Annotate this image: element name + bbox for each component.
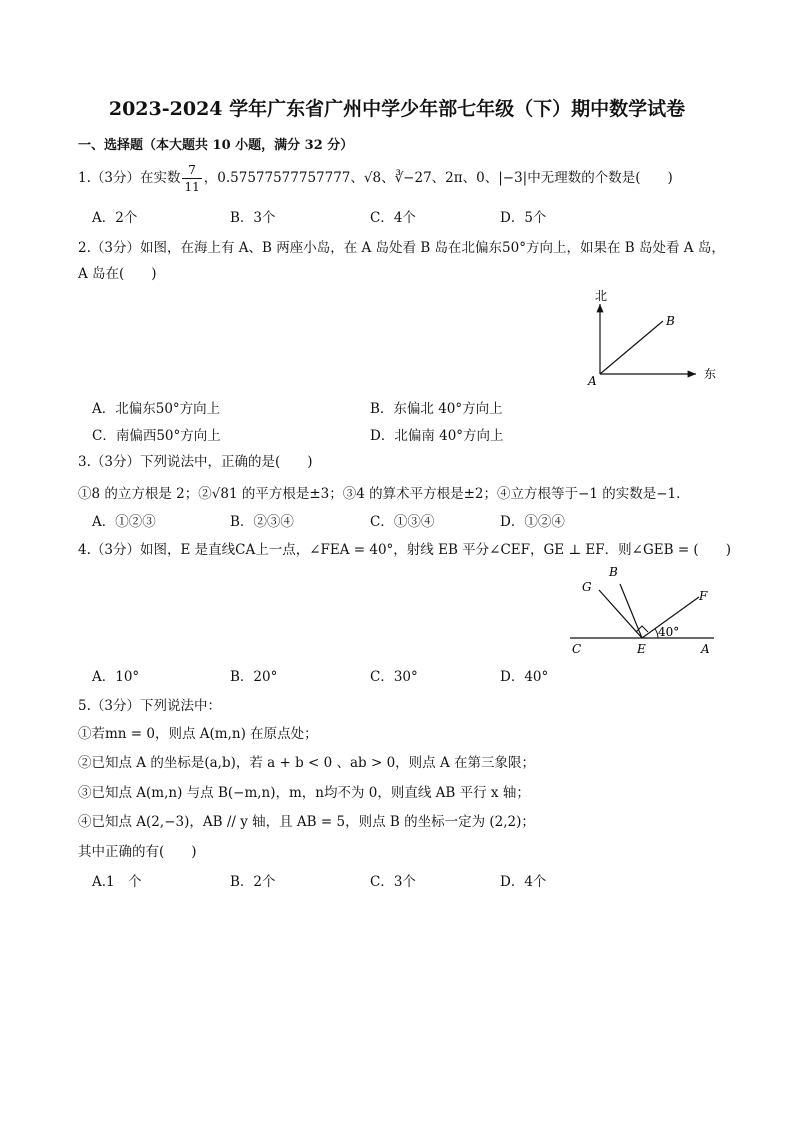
north-label: 北 (595, 289, 608, 303)
q5-statement-1: ①若mn = 0，则点 A(m,n) 在原点处； (78, 726, 318, 742)
point-a-label: A (701, 642, 710, 656)
q1-option-a[interactable]: A．2个 (92, 210, 138, 226)
q1-option-c[interactable]: C．4个 (370, 210, 416, 226)
q2-option-b[interactable]: B．东偏北 40°方向上 (370, 401, 503, 417)
q1-fraction (182, 162, 201, 195)
ray-eg (599, 590, 642, 638)
q5-question: 其中正确的有( ) (78, 844, 197, 860)
q5-statement-4: ④已知点 A(2,−3)，AB // y 轴，且 AB = 5，则点 B 的坐标一定为 (2,2)； (78, 814, 535, 830)
q4-option-c[interactable]: C．30° (370, 669, 418, 685)
q2-option-c[interactable]: C．南偏西50°方向上 (92, 428, 221, 444)
q2-figure (578, 284, 728, 392)
q5-option-b[interactable]: B．2个 (230, 874, 276, 890)
q4-stem: 4.（3分）如图，E 是直线CA上一点，∠FEA = 40°，射线 EB 平分∠CEF，GE ⊥ EF．则∠GEB = ( ) (78, 542, 731, 558)
q3-option-c[interactable]: C．①③④ (370, 514, 435, 530)
q1-fraction-numerator: 7 (182, 162, 201, 179)
q3-option-d[interactable]: D．①②④ (500, 514, 565, 530)
q5-option-a[interactable]: A.1 个 (92, 874, 142, 890)
q3-stem-line2: ①8 的立方根是 2；②√81 的平方根是±3；③4 的算术平方根是±2；④立方根等于−1 的实数是−1． (78, 486, 690, 502)
point-a-label: A (588, 374, 597, 388)
q3-option-b[interactable]: B．②③④ (230, 514, 294, 530)
point-g-label: G (582, 580, 592, 594)
q2-option-d[interactable]: D．北偏南 40°方向上 (370, 428, 504, 444)
q1-fraction-denominator: 11 (184, 180, 200, 194)
q4-option-b[interactable]: B．20° (230, 669, 278, 685)
east-label: 东 (704, 367, 717, 381)
q2-stem-line1: 2.（3分）如图，在海上有 A、B 两座小岛，在 A 岛处看 B 岛在北偏东50°方向上，如果在 B 岛处看 A 岛， (78, 240, 725, 256)
q5-statement-3: ③已知点 A(m,n) 与点 B(−m,n)，m，n均不为 0，则直线 AB 平行 x 轴； (78, 785, 530, 801)
point-b-label: B (609, 565, 618, 579)
q5-option-c[interactable]: C．3个 (370, 874, 416, 890)
q4-option-d[interactable]: D．40° (500, 669, 549, 685)
exam-title: 2023-2024 学年广东省广州中学少年部七年级（下）期中数学试卷 (108, 98, 686, 120)
segment-ab (600, 321, 663, 374)
point-c-label: C (572, 642, 582, 656)
section-heading: 一、选择题（本大题共 10 小题，满分 32 分） (78, 138, 354, 153)
q5-statement-2: ②已知点 A 的坐标是(a,b)，若 a + b < 0 、ab > 0，则点 A 在第三象限； (78, 755, 536, 771)
q4-figure (566, 562, 718, 658)
q2-stem-line2: A 岛在( ) (78, 266, 157, 282)
point-b-label: B (666, 314, 675, 328)
q5-option-d[interactable]: D．4个 (500, 874, 547, 890)
q1-option-b[interactable]: B．3个 (230, 210, 276, 226)
point-f-label: F (699, 589, 708, 603)
q1-stem-pre: 1.（3分）在实数 (78, 170, 181, 186)
q1-stem-post: ，0.57577577757777、√8、∛−27、2π、0、|−3|中无理数的个数是( ) (203, 170, 673, 186)
question-1 (78, 162, 673, 195)
q4-option-a[interactable]: A．10° (92, 669, 140, 685)
q3-stem-line1: 3.（3分）下列说法中，正确的是( ) (78, 454, 313, 470)
q2-option-a[interactable]: A．北偏东50°方向上 (92, 401, 221, 417)
angle-label: 40° (658, 625, 680, 639)
q1-option-d[interactable]: D．5个 (500, 210, 547, 226)
point-e-label: E (637, 642, 646, 656)
q5-stem: 5.（3分）下列说法中： (78, 698, 221, 714)
q3-option-a[interactable]: A．①②③ (92, 514, 156, 530)
